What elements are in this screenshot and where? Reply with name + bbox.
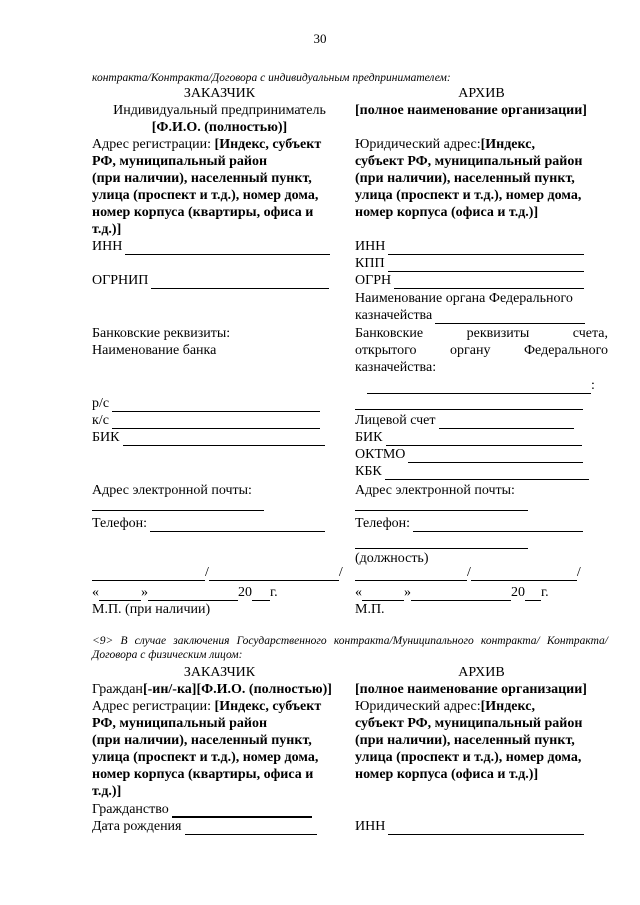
archive2-address-line: номер корпуса (офиса и т.д.)] xyxy=(355,767,539,782)
archive-date-month-line xyxy=(411,587,511,601)
archive-signature-name-line xyxy=(471,567,577,581)
archive-bik-field[interactable] xyxy=(355,429,582,446)
citizen-address-line: (при наличии), населенный пункт, xyxy=(92,733,312,748)
archive-treasury-label: казначейства xyxy=(355,308,433,323)
archive-address xyxy=(355,136,608,221)
archive2-org-name: [полное наименование организации] xyxy=(355,682,587,697)
customer-ogrnip-line xyxy=(151,275,329,289)
archive2-inn-field[interactable] xyxy=(355,818,584,835)
archive-treasury-account-field[interactable] xyxy=(367,377,595,394)
customer-address-line: номер корпуса (квартиры, офиса и xyxy=(92,205,314,220)
archive-personal-account-label: Лицевой счет xyxy=(355,413,436,428)
citizen-address-line: улица (проспект и т.д.), номер дома, xyxy=(92,750,319,765)
archive-personal-account-field[interactable] xyxy=(355,412,574,429)
archive-address-label: Юридический адрес: xyxy=(355,137,481,152)
customer-party-line2: [Ф.И.О. (полностью)] xyxy=(151,120,288,135)
citizen-heading: ЗАКАЗЧИК xyxy=(183,665,256,680)
archive-oktmo-field[interactable] xyxy=(355,446,583,463)
archive-bik-line xyxy=(386,432,582,446)
customer-inn-field[interactable] xyxy=(92,238,330,255)
customer-stamp-label: М.П. (при наличии) xyxy=(92,602,211,617)
archive-ogrn-line xyxy=(394,275,584,289)
customer-phone-line xyxy=(150,518,325,532)
customer-ks-line xyxy=(112,415,320,429)
archive-kbk-label: КБК xyxy=(355,464,382,479)
archive-stamp-label: М.П. xyxy=(355,602,385,617)
archive-kpp-label: КПП xyxy=(355,256,385,271)
archive-kpp-line xyxy=(388,258,584,272)
archive2-inn-label: ИНН xyxy=(355,819,386,834)
customer-date-mid: » xyxy=(141,585,148,600)
section2-intro: <9> В случае заключения Государственного контракта/Муниципального контракта/ Контракта/Договора с физическим лицом: xyxy=(92,635,608,661)
archive-inn-label: ИНН xyxy=(355,239,386,254)
customer-party-line1: Индивидуальный предприниматель xyxy=(113,103,326,118)
customer-heading: ЗАКАЗЧИК xyxy=(183,86,256,101)
archive-date-year-line xyxy=(525,587,541,601)
customer-address-line: (при наличии), населенный пункт, xyxy=(92,171,312,186)
archive-inn-field[interactable] xyxy=(355,238,584,255)
archive-bik-label: БИК xyxy=(355,430,383,445)
archive-heading: АРХИВ xyxy=(458,86,505,101)
customer-address-line: РФ, муниципальный район xyxy=(92,154,268,169)
citizen-citizenship-line xyxy=(172,803,312,818)
customer-date-open: « xyxy=(92,585,99,600)
citizen-address xyxy=(92,698,347,800)
citizen-birthdate-field[interactable] xyxy=(92,818,317,835)
archive2-inn-line xyxy=(388,821,584,835)
customer-date-field[interactable] xyxy=(92,584,278,601)
archive-treasury-line xyxy=(435,310,585,324)
customer-address-line: [Индекс, субъект xyxy=(214,137,322,152)
archive-kpp-field[interactable] xyxy=(355,255,584,272)
customer-signature-name-line xyxy=(209,567,339,581)
archive2-address xyxy=(355,698,608,783)
customer-inn-line xyxy=(125,241,330,255)
citizen-address-line: т.д.)] xyxy=(92,784,122,799)
customer-address xyxy=(92,136,347,238)
archive-date-year: 20 xyxy=(511,585,525,600)
customer-bik-field[interactable] xyxy=(92,429,325,446)
archive-date-open: « xyxy=(355,585,362,600)
customer-date-year-line xyxy=(252,587,270,601)
archive-inn-line xyxy=(388,241,584,255)
customer-rs-field[interactable] xyxy=(92,395,320,412)
customer-rs-label: р/с xyxy=(92,396,110,411)
archive-personal-account-line xyxy=(439,415,574,429)
citizen-birthdate-line xyxy=(185,821,317,835)
archive-email-label: Адрес электронной почты: xyxy=(355,483,515,498)
archive2-address-line: (при наличии), населенный пункт, xyxy=(355,733,575,748)
customer-phone-field[interactable] xyxy=(92,515,325,532)
customer-ks-field[interactable] xyxy=(92,412,320,429)
customer-address-line: улица (проспект и т.д.), номер дома, xyxy=(92,188,319,203)
citizen-party xyxy=(92,681,347,698)
archive2-address-line: [Индекс, xyxy=(480,699,535,714)
citizen-address-line: РФ, муниципальный район xyxy=(92,716,268,731)
archive-treasury-field[interactable] xyxy=(355,307,585,324)
archive-kbk-field[interactable] xyxy=(355,463,589,480)
archive-address-line: улица (проспект и т.д.), номер дома, xyxy=(355,188,582,203)
archive-account-line[interactable] xyxy=(355,395,583,410)
customer-date-year-suffix: г. xyxy=(270,585,278,600)
customer-address-label: Адрес регистрации: xyxy=(92,137,215,152)
citizen-citizenship-field[interactable] xyxy=(92,801,312,818)
archive-org-name: [полное наименование организации] xyxy=(355,103,587,118)
archive-address-line: [Индекс, xyxy=(480,137,535,152)
customer-date-day-line xyxy=(99,587,141,601)
archive-date-field[interactable] xyxy=(355,584,549,601)
customer-bik-line xyxy=(123,432,325,446)
customer-ks-label: к/с xyxy=(92,413,109,428)
archive-phone-label: Телефон: xyxy=(355,516,411,531)
archive2-address-line: субъект РФ, муниципальный район xyxy=(355,716,583,731)
archive-oktmo-label: ОКТМО xyxy=(355,447,406,462)
customer-email-line[interactable] xyxy=(92,496,264,511)
citizen-citizenship-label: Гражданство xyxy=(92,802,169,817)
customer-ogrnip-field[interactable] xyxy=(92,272,329,289)
archive2-heading: АРХИВ xyxy=(458,665,505,680)
customer-email-label: Адрес электронной почты: xyxy=(92,483,252,498)
customer-bik-label: БИК xyxy=(92,430,120,445)
customer-ogrnip-label: ОГРНИП xyxy=(92,273,149,288)
archive-date-day-line xyxy=(362,587,404,601)
archive2-address-label: Юридический адрес: xyxy=(355,699,481,714)
archive-address-line: (при наличии), населенный пункт, xyxy=(355,171,575,186)
citizen-birthdate-label: Дата рождения xyxy=(92,819,182,834)
archive-email-line[interactable] xyxy=(355,496,528,511)
page-number: 30 xyxy=(313,31,327,46)
customer-bank-details-label: Банковские реквизиты: xyxy=(92,326,231,341)
citizen-address-line: [Индекс, субъект xyxy=(214,699,322,714)
archive-colon: : xyxy=(591,378,595,393)
customer-phone-label: Телефон: xyxy=(92,516,148,531)
archive-date-year-suffix: г. xyxy=(541,585,549,600)
customer-inn-label: ИНН xyxy=(92,239,123,254)
archive-position-label: (должность) xyxy=(355,551,429,566)
archive-ogrn-field[interactable] xyxy=(355,272,584,289)
archive-address-line: номер корпуса (офиса и т.д.)] xyxy=(355,205,539,220)
customer-signature-field[interactable]: / / xyxy=(92,564,343,581)
archive-phone-line xyxy=(413,518,583,532)
archive-ogrn-label: ОГРН xyxy=(355,273,392,288)
archive-bank-line: Банковские реквизиты счета, xyxy=(355,326,608,341)
customer-address-line: т.д.)] xyxy=(92,222,122,237)
archive2-address-line: улица (проспект и т.д.), номер дома, xyxy=(355,750,582,765)
archive-phone-field[interactable] xyxy=(355,515,583,532)
customer-date-year: 20 xyxy=(238,585,252,600)
customer-date-month-line xyxy=(148,587,238,601)
citizen-party-bold: [-ин/-ка][Ф.И.О. (полностью)] xyxy=(142,682,332,697)
archive-bank-line: открытого органу Федерального xyxy=(355,343,608,358)
archive-oktmo-line xyxy=(408,449,583,463)
archive-position-line[interactable] xyxy=(355,534,528,549)
archive-date-mid: » xyxy=(404,585,411,600)
archive-address-line: субъект РФ, муниципальный район xyxy=(355,154,583,169)
archive-signature-line xyxy=(355,567,467,581)
archive-bank-details xyxy=(355,325,608,376)
archive-treasury-account-line xyxy=(367,380,591,394)
customer-signature-line xyxy=(92,567,205,581)
customer-rs-line xyxy=(112,398,320,412)
citizen-party-prefix: Граждан xyxy=(92,682,143,697)
archive-kbk-line xyxy=(385,466,589,480)
section1-intro: контракта/Контракта/Договора с индивидуальным предпринимателем: xyxy=(92,72,451,84)
citizen-address-label: Адрес регистрации: xyxy=(92,699,215,714)
archive-signature-field[interactable]: / / xyxy=(355,564,581,581)
customer-bank-name-label: Наименование банка xyxy=(92,343,217,358)
citizen-address-line: номер корпуса (квартиры, офиса и xyxy=(92,767,314,782)
archive-treasury-line1: Наименование органа Федерального xyxy=(355,291,573,306)
archive-bank-line: казначейства: xyxy=(355,360,437,375)
